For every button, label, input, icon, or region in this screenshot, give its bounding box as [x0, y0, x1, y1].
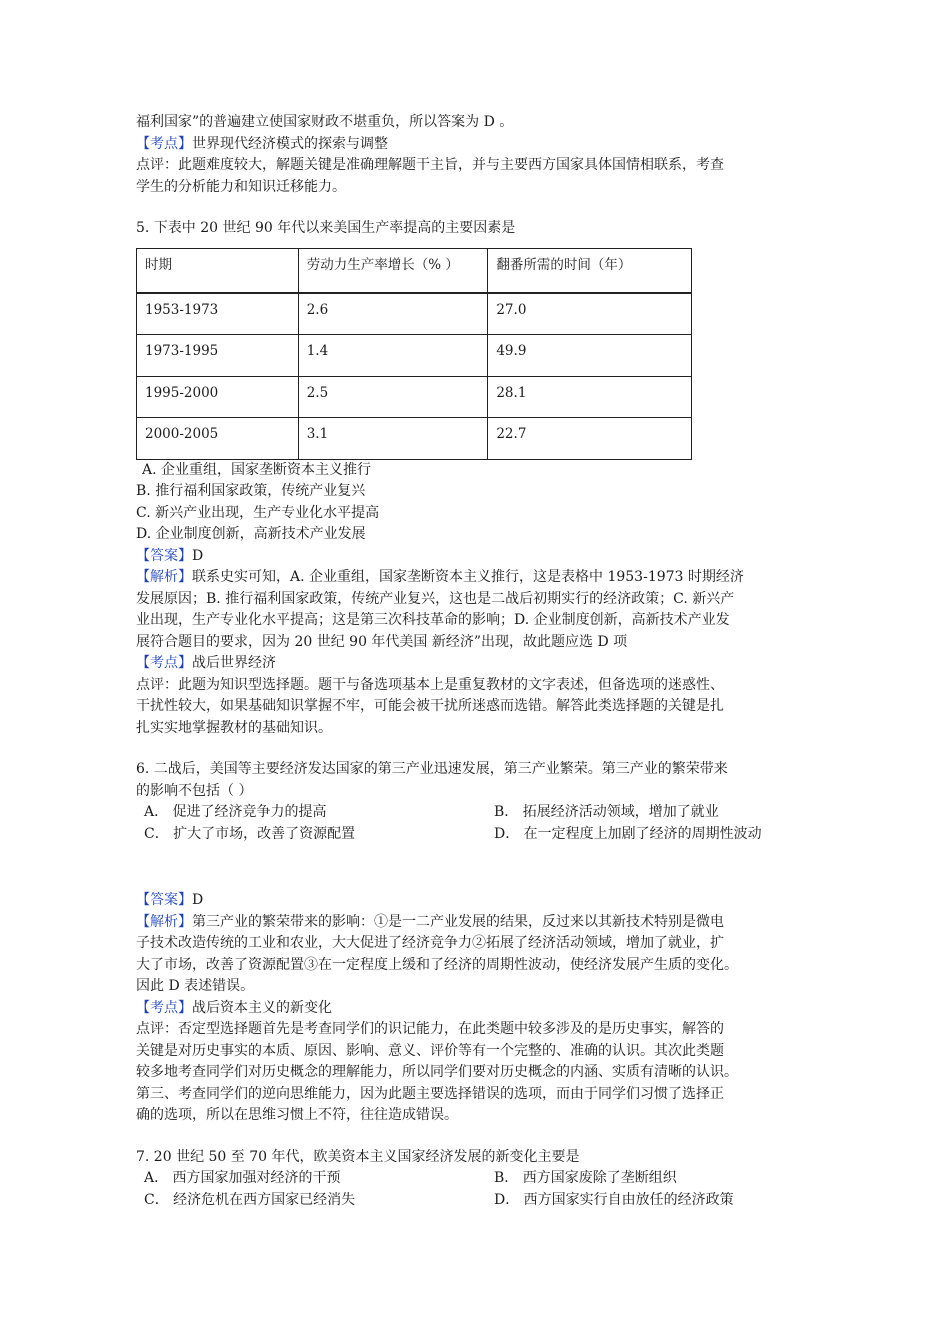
answer-tag: 【答案】	[136, 892, 192, 908]
q6-question-line: 6. 二战后，美国等主要经济发达国家的第三产业迅速发展，第三产业繁荣。第三产业的繁荣带来	[136, 761, 728, 777]
q7-options	[136, 1168, 826, 1211]
analysis-text: 第三产业的繁荣带来的影响：①是一二产业发展的结果，反过来以其新技术特别是微电	[192, 913, 724, 930]
answer-text: D	[192, 892, 204, 908]
q6-option-a: A． 促进了经济竞争力的提高	[144, 804, 327, 820]
q6-answer	[136, 890, 826, 912]
q5-comment-line: 点评：此题为知识型选择题。题干与备选项基本上是重复教材的文字表述，但备选项的迷惑性、	[136, 676, 724, 693]
answer-tag: 【答案】	[136, 547, 192, 564]
prev-comment-line: 学生的分析能力和知识迁移能力。	[136, 178, 346, 195]
q6-kaodian	[136, 998, 826, 1020]
table-cell: 1953-1973	[137, 293, 299, 335]
q6-question-line: 的影响不包括（ ）	[136, 782, 253, 799]
q5-question: 5. 下表中 20 世纪 90 年代以来美国生产率提高的主要因素是	[136, 220, 516, 236]
q6-analysis-line: 子技术改造传统的工业和农业，大大促进了经济竞争力②拓展了经济活动领域，增加了就业，扩	[136, 935, 724, 951]
analysis-tag: 【解析】	[136, 569, 192, 585]
q7-option-d: D． 西方国家实行自由放任的经济政策	[494, 1191, 734, 1208]
q6-analysis-line: 大了市场，改善了资源配置③在一定程度上缓和了经济的周期性波动，使经济发展产生质的变化。	[136, 956, 738, 973]
table-cell: 22.7	[488, 418, 692, 460]
q6-option-c: C． 扩大了市场，改善了资源配置	[144, 825, 356, 842]
prev-kaodian	[136, 134, 826, 156]
analysis-text: 联系史实可知，A. 企业重组，国家垄断资本主义推行，这是表格中 1953-1973 时期经济	[192, 569, 744, 585]
q5-analysis-line: 展符合题目的要求，因为 20 世纪 90 年代美国 新经济”出现，故此题应选 D 项	[136, 633, 628, 650]
q6-analysis-line	[136, 912, 826, 934]
q5-option-d: D. 企业制度创新，高新技术产业发展	[136, 526, 366, 542]
q6-analysis-line: 因此 D 表述错误。	[136, 978, 255, 994]
document-page	[136, 112, 826, 1211]
table-cell: 2000-2005	[137, 418, 299, 460]
answer-text: D	[192, 547, 204, 564]
q5-option-a: A. 企业重组，国家垄断资本主义推行	[142, 461, 372, 478]
q6-comment-line: 确的选项，所以在思维习惯上不符，往往造成错误。	[136, 1107, 458, 1123]
table-row	[137, 293, 692, 335]
q6-comment-line: 第三、考查同学们的逆向思维能力，因为此题主要选择错误的选项，而由于同学们习惯了选择正	[136, 1085, 724, 1102]
prev-answer-line: 福利国家”的普遍建立使国家财政不堪重负，所以答案为 D 。	[136, 114, 514, 130]
q6-option-b: B． 拓展经济活动领域，增加了就业	[494, 804, 719, 820]
kaodian-tag: 【考点】	[136, 655, 192, 671]
table-cell: 2.6	[298, 293, 488, 335]
table-cell: 1973-1995	[137, 335, 299, 377]
kaodian-text: 战后资本主义的新变化	[192, 999, 332, 1016]
table-cell: 28.1	[488, 376, 692, 418]
analysis-tag: 【解析】	[136, 913, 192, 930]
table-cell: 1995-2000	[137, 376, 299, 418]
table-header-cell: 劳动力生产率增长（% ）	[298, 248, 488, 293]
table-cell: 1.4	[298, 335, 488, 377]
q6-comment-line: 关键是对历史事实的本质、原因、影响、意义、评价等有一个完整的、准确的认识。其次此类题	[136, 1042, 724, 1059]
prev-comment-line: 点评：此题难度较大，解题关键是准确理解题干主旨，并与主要西方国家具体国情相联系，考查	[136, 157, 724, 173]
q7-question: 7. 20 世纪 50 至 70 年代，欧美资本主义国家经济发展的新变化主要是	[136, 1148, 580, 1165]
kaodian-text: 战后世界经济	[192, 655, 276, 671]
q6-option-d: D． 在一定程度上加剧了经济的周期性波动	[494, 825, 762, 842]
q5-kaodian	[136, 653, 826, 675]
q6-comment-line: 点评：否定型选择题首先是考查同学们的识记能力，在此类题中较多涉及的是历史事实，解答的	[136, 1021, 724, 1037]
table-cell: 2.5	[298, 376, 488, 418]
table-header-cell: 翻番所需的时间（年）	[488, 248, 692, 293]
table-row	[137, 335, 692, 377]
q5-comment-line: 扎实实地掌握教材的基础知识。	[136, 719, 332, 736]
q7-option-a: A． 西方国家加强对经济的干预	[144, 1170, 341, 1186]
table-header-row	[137, 248, 692, 293]
kaodian-tag: 【考点】	[136, 999, 192, 1016]
q7-option-c: C． 经济危机在西方国家已经消失	[144, 1191, 356, 1208]
table-cell: 49.9	[488, 335, 692, 377]
kaodian-tag: 【考点】	[136, 135, 192, 152]
q5-analysis-line	[136, 567, 826, 589]
q5-analysis-line: 业出现，生产专业化水平提高；这是第三次科技革命的影响；D. 企业制度创新，高新技术产业发	[136, 612, 730, 628]
q5-productivity-table	[136, 248, 692, 460]
q6-comment-line: 较多地考查同学们对历史概念的理解能力，所以同学们要对历史概念的内涵、实质有清晰的认识。	[136, 1064, 738, 1080]
q7-option-b: B． 西方国家废除了垄断组织	[494, 1170, 677, 1186]
kaodian-text: 世界现代经济模式的探索与调整	[192, 135, 388, 152]
table-row	[137, 376, 692, 418]
table-header-cell: 时期	[137, 248, 299, 293]
table-cell: 27.0	[488, 293, 692, 335]
q5-comment-line: 干扰性较大，如果基础知识掌握不牢，可能会被干扰所迷惑而选错。解答此类选择题的关键是扎	[136, 698, 724, 714]
q6-options	[136, 802, 826, 845]
q5-option-c: C. 新兴产业出现，生产专业化水平提高	[136, 504, 380, 521]
q5-analysis-line: 发展原因；B. 推行福利国家政策，传统产业复兴，这也是二战后初期实行的经济政策；C. 新兴产	[136, 590, 735, 607]
table-cell: 3.1	[298, 418, 488, 460]
q5-answer	[136, 546, 826, 568]
table-row	[137, 418, 692, 460]
q5-option-b: B. 推行福利国家政策，传统产业复兴	[136, 483, 366, 499]
